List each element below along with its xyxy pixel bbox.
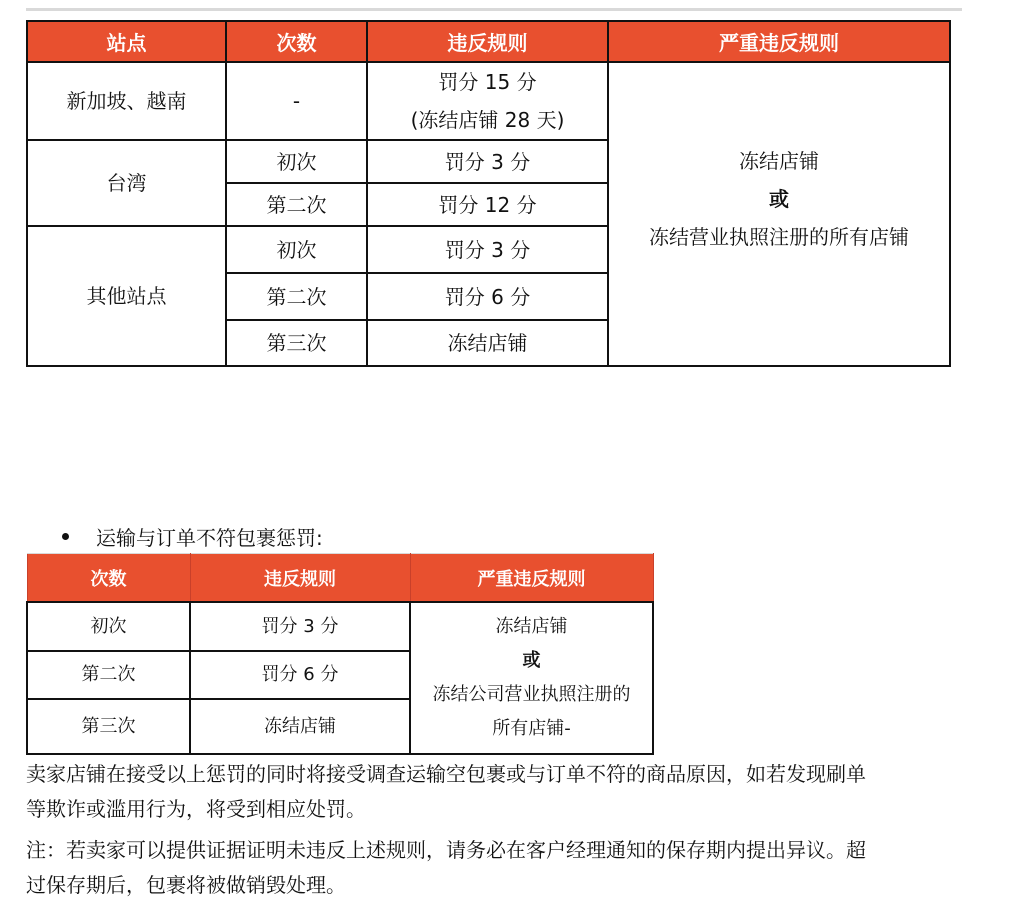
top-divider <box>26 8 962 11</box>
rule-cell: 罚分 3 分 <box>367 140 608 183</box>
severe-or: 或 <box>769 187 789 211</box>
rule-line: 罚分 15 分 <box>438 70 537 94</box>
rule-cell: 冻结店铺 <box>367 320 608 366</box>
header-severe-violation-rule: 严重违反规则 <box>410 554 653 603</box>
rule-cell <box>367 62 608 140</box>
rule-cell: 罚分 12 分 <box>367 183 608 226</box>
rule-cell: 冻结店铺 <box>190 699 410 754</box>
severe-line: 冻结店铺 <box>739 149 819 173</box>
severe-line: 冻结公司营业执照注册的 <box>432 684 631 705</box>
paragraph-line: 注：若卖家可以提供证据证明未违反上述规则，请务必在客户经理通知的保存期内提出异议。超 <box>26 838 866 862</box>
paragraph-line: 过保存期后，包裹将被做销毁处理。 <box>26 873 346 897</box>
count-cell: - <box>226 62 367 140</box>
header-count: 次数 <box>226 21 367 62</box>
count-cell: 第二次 <box>226 273 367 320</box>
table-header-row <box>27 554 653 603</box>
severe-rule-cell <box>608 62 950 366</box>
site-cell: 台湾 <box>27 140 226 226</box>
site-cell: 新加坡、越南 <box>27 62 226 140</box>
severe-line: 所有店铺- <box>492 718 571 739</box>
section-heading <box>62 522 323 551</box>
count-cell: 第二次 <box>27 651 190 699</box>
rule-cell: 罚分 3 分 <box>367 226 608 273</box>
header-site: 站点 <box>27 21 226 62</box>
section-title: 运输与订单不符包裹惩罚: <box>96 526 323 550</box>
severe-or: 或 <box>522 650 541 671</box>
count-cell: 第三次 <box>27 699 190 754</box>
site-cell: 其他站点 <box>27 226 226 366</box>
table-header-row <box>27 21 950 62</box>
bullet-icon <box>62 533 69 540</box>
rule-cell: 罚分 6 分 <box>367 273 608 320</box>
mismatch-penalty-table <box>26 553 654 755</box>
paragraph-line: 等欺诈或滥用行为，将受到相应处罚。 <box>26 797 366 821</box>
investigation-paragraph <box>26 757 986 827</box>
header-violation-rule: 违反规则 <box>190 554 410 603</box>
table-row <box>27 602 653 651</box>
severe-line: 冻结店铺 <box>495 616 568 637</box>
rule-cell: 罚分 6 分 <box>190 651 410 699</box>
header-violation-rule: 违反规则 <box>367 21 608 62</box>
header-severe-violation-rule: 严重违反规则 <box>608 21 950 62</box>
severe-line: 冻结营业执照注册的所有店铺 <box>649 225 909 249</box>
count-cell: 初次 <box>226 140 367 183</box>
paragraph-line: 卖家店铺在接受以上惩罚的同时将接受调查运输空包裹或与订单不符的商品原因，如若发现刷单 <box>26 762 866 786</box>
count-cell: 初次 <box>226 226 367 273</box>
count-cell: 第二次 <box>226 183 367 226</box>
note-paragraph <box>26 833 986 903</box>
header-count: 次数 <box>27 554 190 603</box>
site-penalty-table <box>26 20 951 367</box>
rule-cell: 罚分 3 分 <box>190 602 410 651</box>
count-cell: 第三次 <box>226 320 367 366</box>
rule-line: (冻结店铺 28 天) <box>410 108 565 132</box>
severe-rule-cell <box>410 602 653 754</box>
count-cell: 初次 <box>27 602 190 651</box>
table-row <box>27 62 950 140</box>
